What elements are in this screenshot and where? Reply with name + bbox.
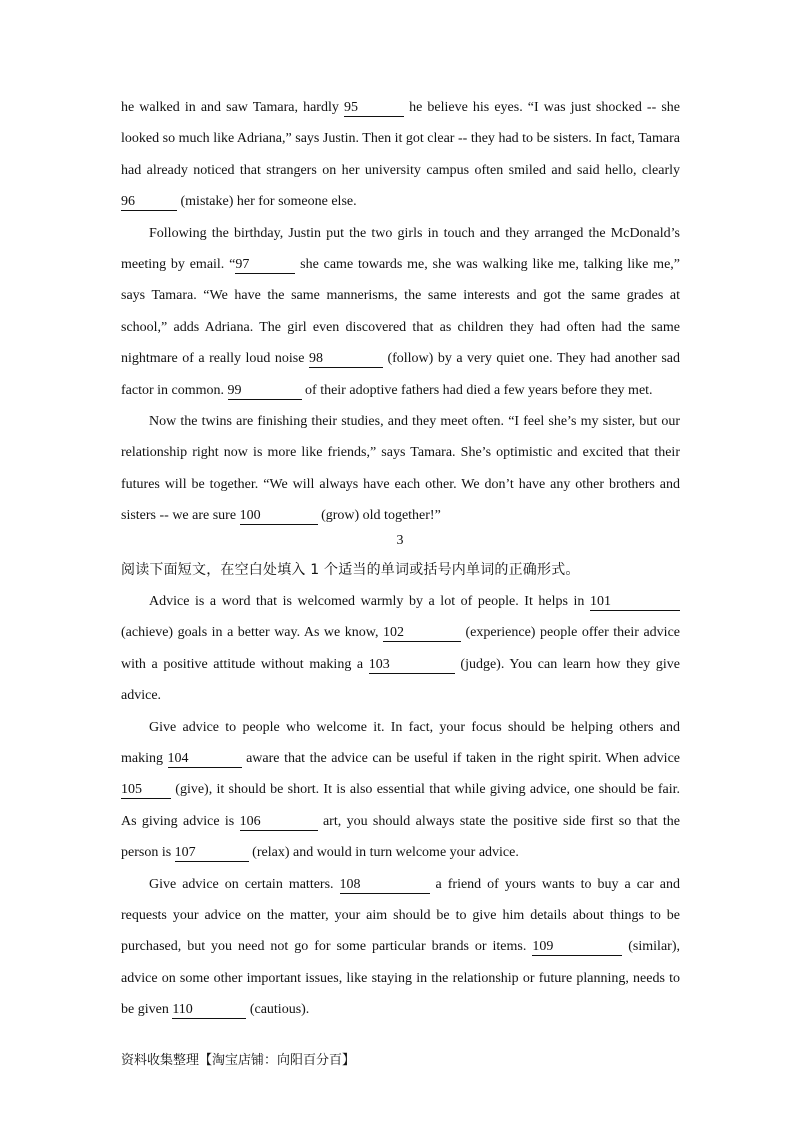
text: (experience) people offer their advice with a positive attitude without making a bbox=[121, 625, 680, 672]
blank-109[interactable]: 109 bbox=[532, 939, 622, 956]
text: art, you should always state the positive side first so that the person is bbox=[121, 813, 680, 861]
text: he walked in and saw Tamara, hardly bbox=[121, 100, 344, 115]
text: (judge). You can learn how they give advice. bbox=[121, 656, 680, 704]
text: (give), it should be short. It is also essential that while giving advice, one should be fair. As giving advice is bbox=[121, 782, 680, 829]
text: (achieve) goals in a better way. As we know, bbox=[121, 625, 383, 641]
blank-105[interactable]: 105 bbox=[121, 782, 171, 799]
blank-107[interactable]: 107 bbox=[175, 845, 249, 862]
blank-99[interactable]: 99 bbox=[228, 383, 302, 400]
paragraph-3 bbox=[121, 406, 680, 532]
text: Now the twins are finishing their studies, and they meet often. “I feel she’s my sister, but our relationship right now is more like friends,” says Tamara. She’s optimistic and excited that their futures will be together. “We will always have each other. We don’t have any other brothers and sisters -- we are sure bbox=[121, 414, 680, 524]
text: (grow) old together!” bbox=[317, 508, 441, 524]
blank-108[interactable]: 108 bbox=[340, 877, 430, 894]
instruction: 阅读下面短文，在空白处填入 1 个适当的单词或括号内单词的正确形式。 bbox=[121, 562, 580, 578]
text: Give advice on certain matters. bbox=[149, 876, 340, 892]
text: (relax) and would in turn welcome your advice. bbox=[248, 845, 519, 861]
text: Advice is a word that is welcomed warmly by a lot of people. It helps in bbox=[149, 594, 590, 609]
paragraph-1 bbox=[121, 92, 680, 218]
paragraph-5 bbox=[121, 712, 680, 869]
text: of their adoptive fathers had died a few years before they met. bbox=[301, 382, 653, 398]
page-number: 3 bbox=[396, 533, 404, 548]
blank-96[interactable]: 96 bbox=[121, 194, 177, 211]
text: (cautious). bbox=[246, 1002, 310, 1018]
section-1-text bbox=[121, 92, 680, 532]
paragraph-2 bbox=[121, 218, 680, 406]
text: (mistake) her for someone else. bbox=[177, 194, 357, 210]
text: she came towards me, she was walking like me, talking like me,” says Tamara. “We have the same mannerisms, the same interests and got the same grades at school,” adds Adriana. The girl even discovered that as children they had often had the same nightmare of a really loud noise bbox=[121, 257, 680, 367]
blank-106[interactable]: 106 bbox=[240, 814, 318, 831]
blank-98[interactable]: 98 bbox=[309, 351, 383, 368]
text: a friend of yours wants to buy a car and requests your advice on the matter, your aim should be to give him details about things to be purchased, but you need not go for some particular brands or items. bbox=[121, 876, 680, 955]
paragraph-6 bbox=[121, 869, 680, 1026]
text: Following the birthday, Justin put the two girls in touch and they arranged the McDonald’s meeting by email. “ bbox=[121, 225, 680, 273]
text: (follow) by a very quiet one. They had another sad factor in common. bbox=[121, 351, 680, 398]
blank-103[interactable]: 103 bbox=[369, 657, 455, 674]
text: aware that the advice can be useful if taken in the right spirit. When advice bbox=[241, 751, 680, 767]
paragraph-4 bbox=[121, 586, 680, 712]
text: he believe his eyes. “I was just shocked -- she looked so much like Adriana,” says Justin. Then it got clear -- they had to be sisters. In fact, Tamara had already noticed that strangers on her university campus often smiled and said hello, clearly bbox=[121, 100, 680, 178]
footer-note: 资料收集整理【淘宝店铺：向阳百分百】 bbox=[121, 1053, 356, 1068]
section-2-text bbox=[121, 586, 680, 1026]
blank-95[interactable]: 95 bbox=[344, 100, 404, 117]
text: Give advice to people who welcome it. In fact, your focus should be helping others and making bbox=[121, 719, 680, 767]
text: (similar), advice on some other important issues, like staying in the relationship or future planning, needs to be given bbox=[121, 939, 680, 1018]
blank-110[interactable]: 110 bbox=[172, 1002, 246, 1019]
blank-101[interactable]: 101 bbox=[590, 594, 680, 611]
blank-100[interactable]: 100 bbox=[240, 508, 318, 525]
blank-97[interactable]: 97 bbox=[235, 257, 295, 274]
blank-102[interactable]: 102 bbox=[383, 625, 461, 642]
blank-104[interactable]: 104 bbox=[168, 751, 242, 768]
